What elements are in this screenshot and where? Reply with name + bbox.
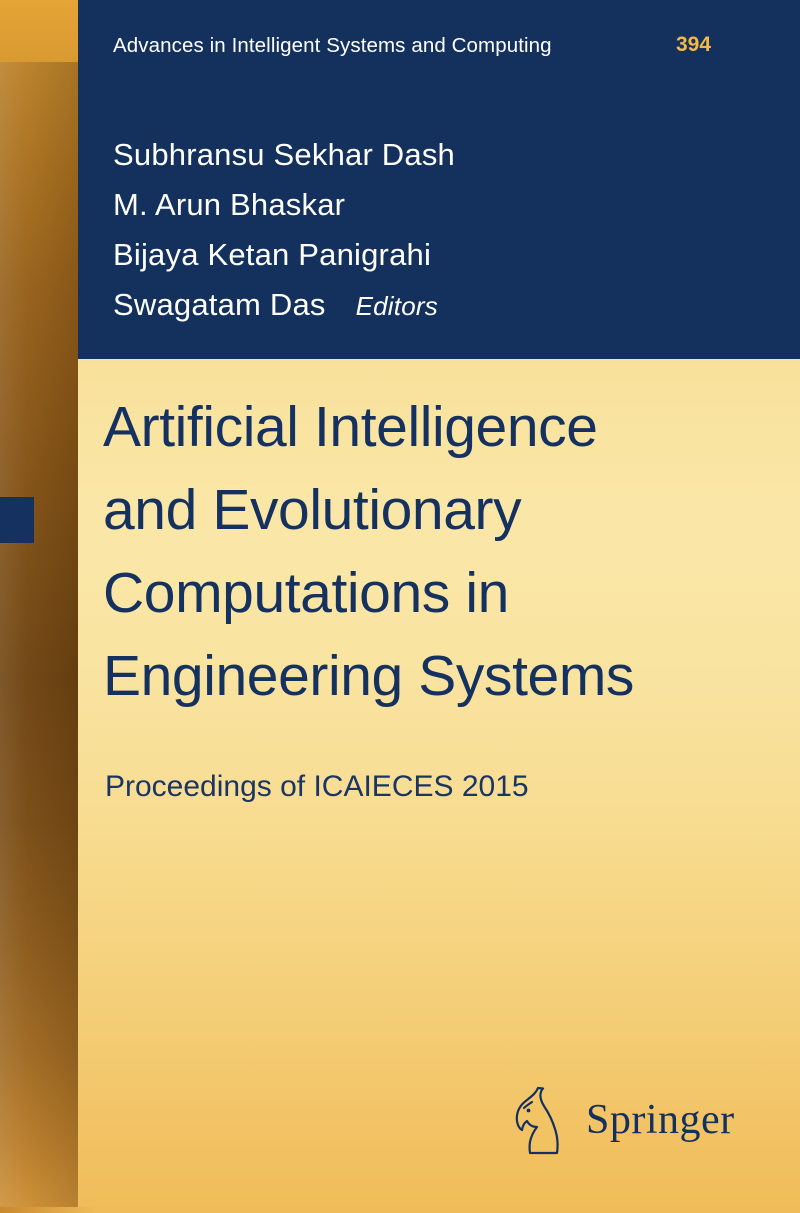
title-line: Computations in <box>103 561 509 625</box>
book-subtitle: Proceedings of ICAIECES 2015 <box>105 770 529 803</box>
book-title <box>103 386 763 718</box>
left-spine-stripe <box>0 0 78 1213</box>
publisher-name: Springer <box>586 1097 735 1143</box>
series-volume-number: 394 <box>676 33 712 56</box>
left-spine-top-cap <box>0 0 78 62</box>
editor-name-last <box>113 280 753 331</box>
publisher-logo <box>508 1082 738 1162</box>
editor-name: Bijaya Ketan Panigrahi <box>113 237 432 272</box>
title-line: Engineering Systems <box>103 644 635 708</box>
editor-name-text: Swagatam Das <box>113 287 326 322</box>
editor-name: M. Arun Bhaskar <box>113 187 346 222</box>
springer-knight-icon <box>508 1082 576 1156</box>
editors-list <box>113 130 753 331</box>
editor-name: Subhransu Sekhar Dash <box>113 137 455 172</box>
left-spine-shading <box>0 0 78 1213</box>
title-line: Artificial Intelligence <box>103 395 598 459</box>
spine-navy-marker <box>0 497 34 543</box>
cover-bottom-edge <box>0 1207 800 1213</box>
series-title: Advances in Intelligent Systems and Computing <box>113 34 552 57</box>
editors-role-label: Editors <box>355 291 438 321</box>
title-line: and Evolutionary <box>103 478 522 542</box>
